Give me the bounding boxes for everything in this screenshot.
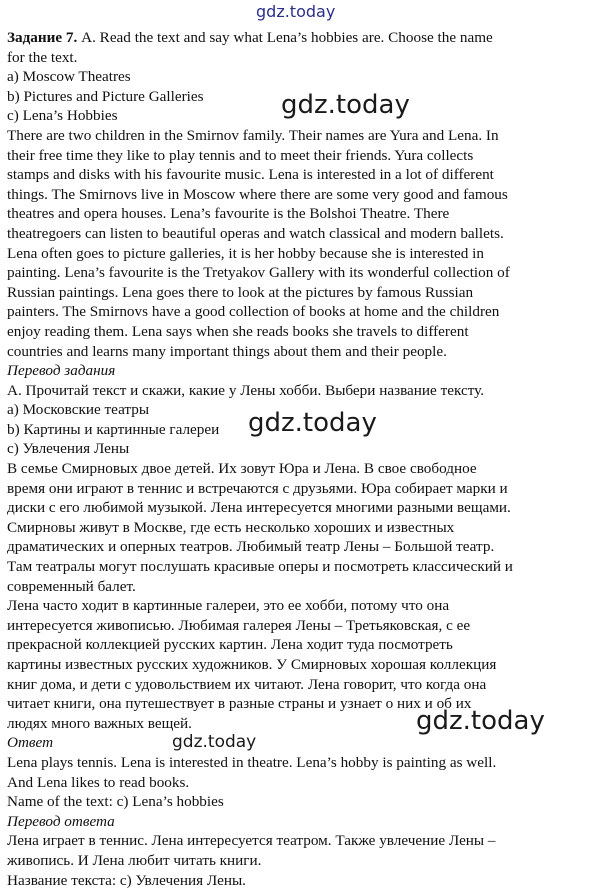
text-ru-line: время они играют в теннис и встречаются с друзьями. Юра собирает марки и bbox=[7, 479, 508, 497]
task-heading bbox=[7, 28, 581, 48]
task-ru: А. Прочитай текст и скажи, какие у Лены хобби. Выбери название тексту. bbox=[7, 381, 484, 399]
answer-ru-line: живопись. И Лена любит читать книги. bbox=[7, 851, 262, 869]
option-ru: с) Увлечения Лены bbox=[7, 440, 130, 458]
option-en: b) Pictures and Picture Galleries bbox=[7, 87, 204, 105]
text-en-line: painters. The Smirnovs have a good collection of books at home and the children bbox=[7, 303, 500, 321]
watermark: gdz.today bbox=[281, 90, 410, 120]
answer-translation-heading: Перевод ответа bbox=[7, 812, 115, 830]
text-en-line: There are two children in the Smirnov family. Their names are Yura and Lena. In bbox=[7, 126, 499, 144]
text-ru-line: Там театралы могут послушать красивые оперы и посмотреть классический и bbox=[7, 558, 513, 576]
answer-ru-line: Лена играет в теннис. Лена интересуется театром. Также увлечение Лены – bbox=[7, 832, 496, 850]
option-en: c) Lena’s Hobbies bbox=[7, 107, 118, 125]
watermark: gdz.today bbox=[248, 408, 377, 438]
text-ru-line: Смирновы живут в Москве, где есть несколько хороших и известных bbox=[7, 518, 455, 536]
text-ru-line: книг дома, и дети с удовольствием их читают. Лена говорит, что когда она bbox=[7, 675, 487, 693]
text-ru-line: Лена часто ходит в картинные галереи, это ее хобби, потому что она bbox=[7, 597, 450, 615]
text-ru-line: интересуется живописью. Любимая галерея Лены – Третьяковская, с ее bbox=[7, 616, 471, 634]
option-en: a) Moscow Theatres bbox=[7, 68, 131, 86]
text-en-line: painting. Lena’s favourite is the Tretyakov Gallery with its wonderful collection of bbox=[7, 264, 510, 282]
text-ru-line: драматических и оперных театров. Любимый театр Лены – Большой театр. bbox=[7, 538, 495, 556]
text-en-line: theatregoers can listen to beautiful operas and watch classical and modern ballets. bbox=[7, 224, 504, 242]
option-ru: b) Картины и картинные галереи bbox=[7, 420, 220, 438]
translation-heading: Перевод задания bbox=[7, 362, 116, 380]
text-en-line: theatres and opera houses. Lena’s favourite is the Bolshoi Theatre. There bbox=[7, 205, 450, 223]
answer-ru-line: Название текста: с) Увлечения Лены. bbox=[7, 871, 246, 889]
text-en-line: countries and learns many important things about them and their people. bbox=[7, 342, 447, 360]
text-ru-line: картины известных русских художников. У Смирновых хорошая коллекция bbox=[7, 656, 497, 673]
text-en-line: things. The Smirnovs live in Moscow where there are some very good and famous bbox=[7, 185, 508, 203]
answer-en-line: And Lena likes to read books. bbox=[7, 773, 190, 791]
watermark: gdz.today bbox=[416, 706, 545, 736]
text-ru-line: прекрасной коллекцией русских картин. Лена ходит туда посмотреть bbox=[7, 636, 453, 654]
text-ru-line: читает книги, она путешествует в разные страны и узнает о них и об их bbox=[7, 695, 472, 713]
text-ru-line: людях много важных вещей. bbox=[7, 714, 192, 732]
text-en-line: their free time they like to play tennis and to meet their friends. Yura collects bbox=[7, 146, 474, 164]
answer-en-line: Name of the text: c) Lena’s hobbies bbox=[7, 793, 224, 811]
task-instruction: A. Read the text and say what Lena’s hobbies are. Choose the name bbox=[77, 29, 493, 46]
option-ru: а) Московские театры bbox=[7, 401, 150, 419]
answer-en-line: Lena plays tennis. Lena is interested in theatre. Lena’s hobby is painting as well. bbox=[7, 753, 497, 771]
watermark: gdz.today bbox=[256, 2, 336, 21]
text-ru-line: диски с его любимой музыкой. Лена интересуется многими разными вещами. bbox=[7, 499, 511, 517]
text-ru-line: В семье Смирновых двое детей. Их зовут Юра и Лена. В свое свободное bbox=[7, 460, 477, 478]
text-en-line: enjoy reading them. Lena says when she reads books she travels to different bbox=[7, 322, 469, 340]
watermark: gdz.today bbox=[172, 732, 257, 752]
answer-heading: Ответ bbox=[7, 734, 54, 752]
text-ru-line: современный балет. bbox=[7, 577, 136, 595]
task-instruction-cont: for the text. bbox=[7, 48, 78, 66]
text-en-line: Russian paintings. Lena goes there to look at the pictures by famous Russian bbox=[7, 283, 474, 301]
text-en-line: Lena often goes to picture galleries, it is her hobby because she is interested in bbox=[7, 244, 484, 262]
text-en-line: stamps and disks with his favourite music. Lena is interested in a lot of different bbox=[7, 166, 494, 184]
document bbox=[7, 28, 581, 890]
task-label: Задание 7. bbox=[7, 29, 78, 46]
